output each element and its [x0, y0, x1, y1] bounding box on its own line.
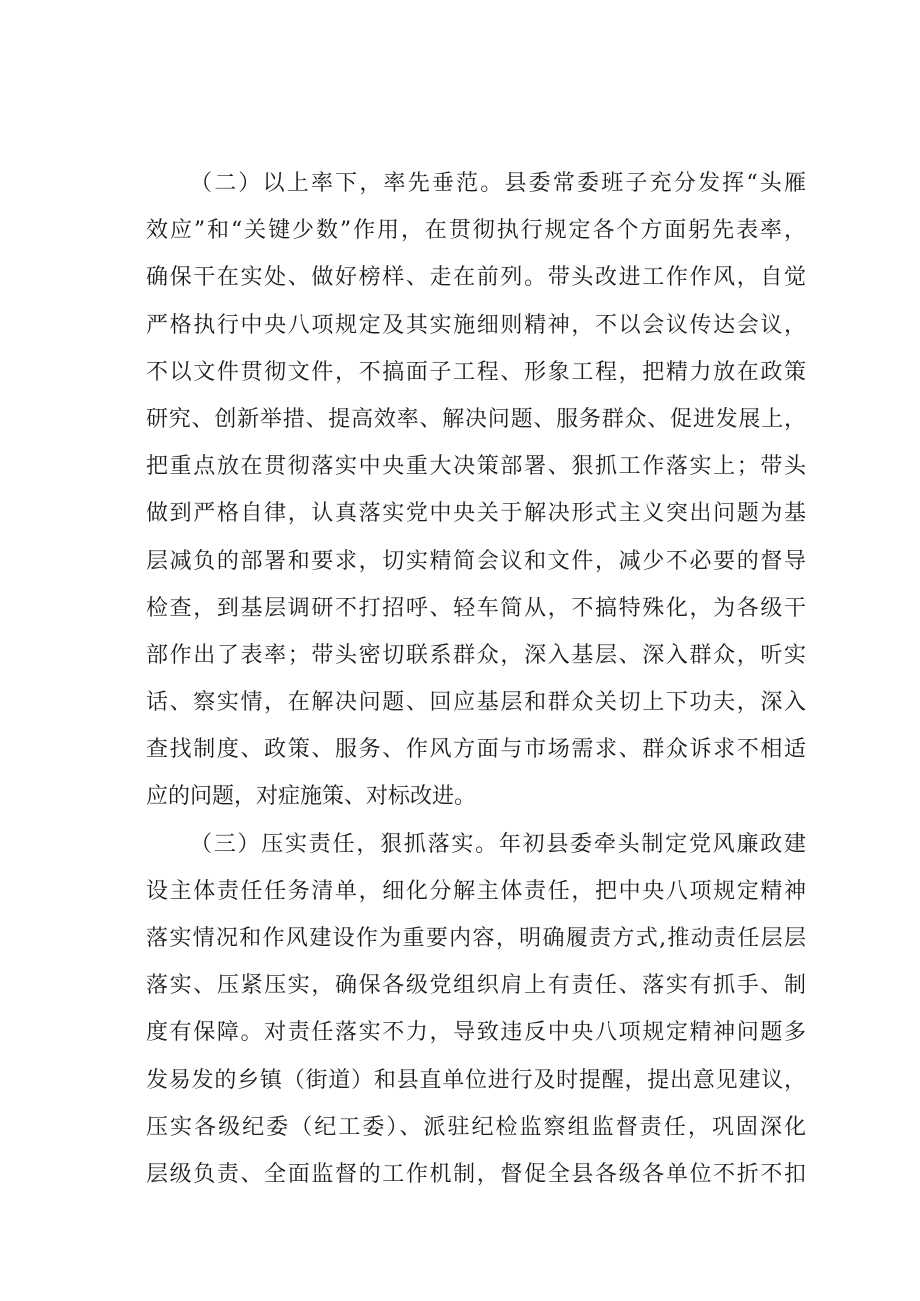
paragraph-2-line-7: 把重点放在贯彻落实中央重大决策部署、狠抓工作落实上；带头 — [146, 454, 806, 480]
paragraph-2-line-1: （二）以上率下，率先垂范。县委常委班子充分发挥“头雁 — [190, 171, 806, 196]
paragraph-2-line-4: 严格执行中央八项规定及其实施细则精神，不以会议传达会议， — [146, 312, 806, 338]
paragraph-3-line-2: 设主体责任任务清单，细化分解主体责任，把中央八项规定精神 — [146, 878, 806, 904]
paragraph-3-line-4: 落实、压紧压实，确保各级党组织肩上有责任、落实有抓手、制 — [146, 973, 806, 999]
paragraph-3-line-7: 压实各级纪委（纪工委）、派驻纪检监察组监督责任，巩固深化 — [146, 1114, 806, 1140]
paragraph-2-line-5: 不以文件贯彻文件，不搞面子工程、形象工程，把精力放在政策 — [146, 359, 806, 385]
document-body — [146, 160, 806, 1198]
paragraph-2-line-11: 部作出了表率；带头密切联系群众，深入基层、深入群众，听实 — [146, 642, 806, 668]
paragraph-2-line-8: 做到严格自律，认真落实党中央关于解决形式主义突出问题为基 — [146, 501, 806, 527]
paragraph-3-line-8: 层级负责、全面监督的工作机制，督促全县各级各单位不折不扣 — [146, 1161, 806, 1187]
paragraph-2-line-6: 研究、创新举措、提高效率、解决问题、服务群众、促进发展上， — [146, 406, 806, 432]
paragraph-2-line-14: 应的问题，对症施策、对标改进。 — [146, 784, 477, 810]
paragraph-2-line-9: 层减负的部署和要求，切实精简会议和文件，减少不必要的督导 — [146, 548, 806, 574]
paragraph-3-line-6: 发易发的乡镇（街道）和县直单位进行及时提醒，提出意见建议， — [146, 1067, 806, 1093]
paragraph-2-line-12: 话、察实情，在解决问题、回应基层和群众关切上下功夫，深入 — [146, 690, 806, 716]
paragraph-2-line-2: 效应”和“关键少数”作用，在贯彻执行规定各个方面躬先表率， — [146, 218, 806, 244]
paragraph-2-line-10: 检查，到基层调研不打招呼、轻车简从，不搞特殊化，为各级干 — [146, 595, 806, 621]
paragraph-2-line-3: 确保干在实处、做好榜样、走在前列。带头改进工作作风，自觉 — [146, 265, 806, 291]
paragraph-3-line-1: （三）压实责任，狠抓落实。年初县委牵头制定党风廉政建 — [190, 831, 806, 857]
paragraph-3-line-5: 度有保障。对责任落实不力，导致违反中央八项规定精神问题多 — [146, 1020, 806, 1046]
paragraph-3-line-3: 落实情况和作风建设作为重要内容，明确履责方式,推动责任层层 — [146, 926, 806, 951]
paragraph-2-line-13: 查找制度、政策、服务、作风方面与市场需求、群众诉求不相适 — [146, 737, 806, 763]
